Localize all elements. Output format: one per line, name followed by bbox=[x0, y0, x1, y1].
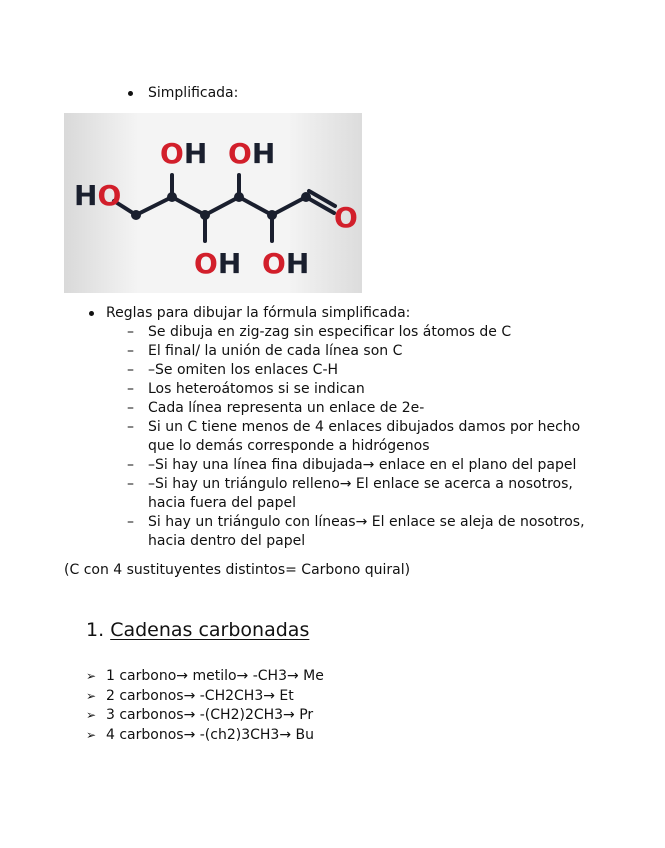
dash-bullet: – bbox=[127, 362, 134, 378]
label-oh-2: OH bbox=[228, 137, 276, 170]
section-number: 1. bbox=[86, 619, 105, 641]
bullet-dot bbox=[89, 311, 94, 316]
chain-item-1: 1 carbono→ metilo→ -CH3→ Me bbox=[106, 668, 324, 684]
dash-bullet: – bbox=[127, 457, 134, 473]
label-oh-1: OH bbox=[160, 137, 208, 170]
chain-item-2: 2 carbonos→ -CH2CH3→ Et bbox=[106, 687, 294, 704]
arrow-bullet-icon: ➢ bbox=[86, 708, 97, 722]
dash-bullet: – bbox=[127, 324, 134, 340]
rule-item-6-line-1: Si un C tiene menos de 4 enlaces dibujados damos por hecho bbox=[148, 419, 581, 435]
chain-item-3: 3 carbonos→ -(CH2)2CH3→ Pr bbox=[106, 707, 314, 723]
rule-item-8-line-2: hacia fuera del papel bbox=[148, 495, 296, 511]
arrow-bullet-icon: ➢ bbox=[86, 669, 97, 683]
rule-item-9-line-2: hacia dentro del papel bbox=[148, 533, 306, 549]
rule-item-8-line-1: –Si hay un triángulo relleno→ El enlace se acerca a nosotros, bbox=[148, 476, 573, 492]
section-title: Cadenas carbonadas bbox=[110, 619, 310, 641]
arrow-bullet-icon: ➢ bbox=[86, 688, 97, 703]
simplificada-label: Simplificada: bbox=[148, 85, 239, 101]
dash-bullet: – bbox=[127, 343, 134, 359]
rule-item-1: Se dibuja en zig-zag sin especificar los átomos de C bbox=[148, 324, 512, 340]
chiral-note: (C con 4 sustituyentes distintos= Carbono quiral) bbox=[64, 562, 411, 578]
rule-item-5: Cada línea representa un enlace de 2e- bbox=[148, 400, 425, 416]
chain-item-4: 4 carbonos→ -(ch2)3CH3→ Bu bbox=[106, 726, 314, 743]
label-oh-3: OH bbox=[194, 247, 242, 280]
rule-item-6-line-2: que lo demás corresponde a hidrógenos bbox=[148, 438, 430, 454]
section-heading bbox=[86, 618, 309, 642]
rules-heading: Reglas para dibujar la fórmula simplificada: bbox=[106, 305, 411, 321]
rule-item-2: El final/ la unión de cada línea son C bbox=[148, 343, 403, 359]
label-o: O bbox=[334, 201, 358, 234]
molecule-skeletal-formula bbox=[64, 113, 362, 293]
rule-item-7: –Si hay una línea fina dibujada→ enlace en el plano del papel bbox=[148, 457, 577, 473]
bullet-dot bbox=[128, 91, 133, 96]
arrow-bullet-icon: ➢ bbox=[86, 727, 97, 742]
dash-bullet: – bbox=[127, 419, 134, 435]
rule-item-4: Los heteroátomos si se indican bbox=[148, 381, 365, 397]
dash-bullet: – bbox=[127, 381, 134, 397]
label-ho: HO bbox=[74, 179, 122, 212]
rule-item-9-line-1: Si hay un triángulo con líneas→ El enlace se aleja de nosotros, bbox=[148, 514, 585, 530]
label-oh-4: OH bbox=[262, 247, 310, 280]
dash-bullet: – bbox=[127, 476, 134, 492]
rule-item-3: –Se omiten los enlaces C-H bbox=[148, 362, 339, 378]
dash-bullet: – bbox=[127, 514, 134, 530]
dash-bullet: – bbox=[127, 400, 134, 416]
